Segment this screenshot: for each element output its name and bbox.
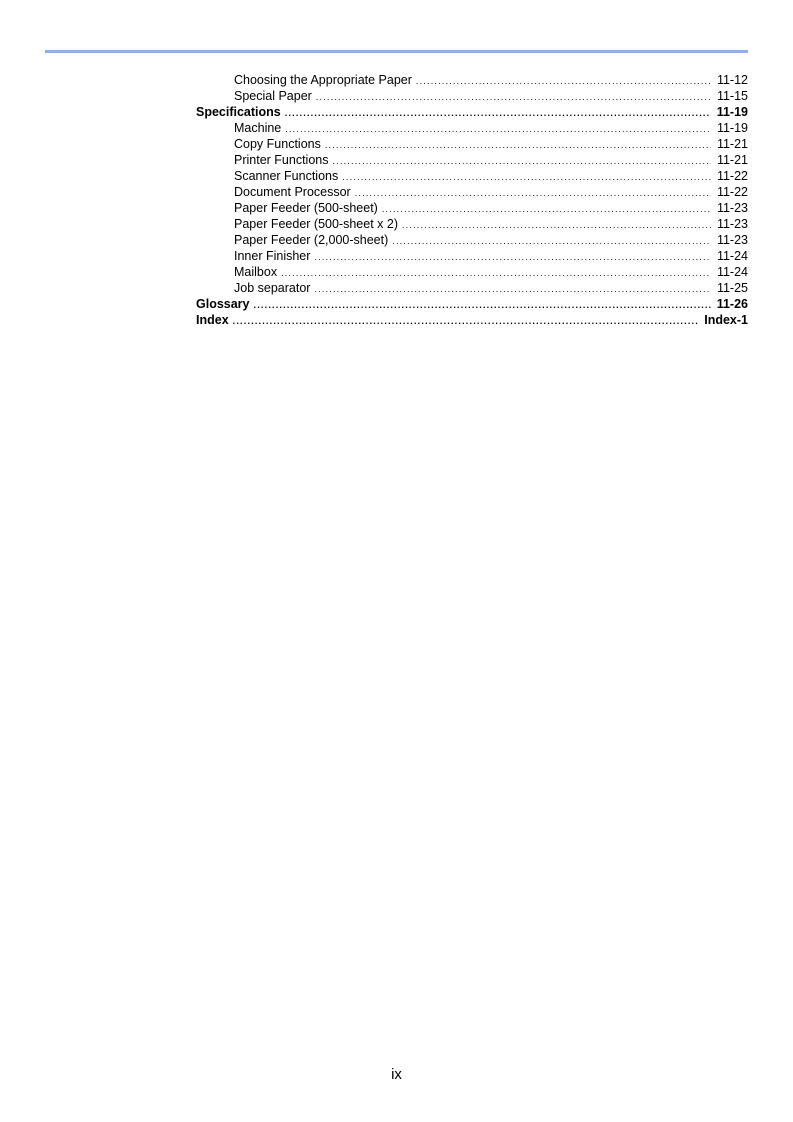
toc-leader-dots: [342, 169, 711, 185]
toc-entry-title: Special Paper: [234, 89, 312, 103]
toc-leader-dots: [392, 233, 711, 249]
toc-entry[interactable]: [196, 152, 748, 168]
toc-entry[interactable]: [196, 200, 748, 216]
toc-entry-page: 11-23: [716, 233, 748, 247]
toc-entry-page: 11-19: [716, 121, 748, 135]
toc-leader-dots: [355, 185, 711, 201]
toc-entry[interactable]: [196, 120, 748, 136]
toc-entry-title: Inner Finisher: [234, 249, 311, 263]
toc-entry-page: 11-21: [716, 153, 748, 167]
table-of-contents: [196, 72, 748, 328]
toc-entry-title: Printer Functions: [234, 153, 329, 167]
toc-entry[interactable]: [196, 168, 748, 184]
toc-entry[interactable]: [196, 216, 748, 232]
toc-entry-title: Paper Feeder (500-sheet): [234, 201, 378, 215]
toc-leader-dots: [285, 105, 711, 121]
toc-entry[interactable]: [196, 136, 748, 152]
toc-entry-page: 11-23: [716, 201, 748, 215]
toc-leader-dots: [233, 313, 699, 329]
toc-entry-page: 11-24: [716, 265, 748, 279]
toc-entry[interactable]: [196, 248, 748, 264]
toc-entry-page: 11-22: [716, 185, 748, 199]
toc-leader-dots: [254, 297, 711, 313]
toc-section-entry[interactable]: [196, 104, 748, 120]
toc-entry-page: 11-24: [716, 249, 748, 263]
toc-entry-title: Copy Functions: [234, 137, 321, 151]
toc-entry-page: 11-25: [716, 281, 748, 295]
toc-entry-title: Job separator: [234, 281, 311, 295]
page-number: ix: [391, 1066, 402, 1083]
toc-leader-dots: [402, 217, 711, 233]
toc-leader-dots: [382, 201, 711, 217]
toc-entry-page: 11-12: [716, 73, 748, 87]
toc-entry[interactable]: [196, 184, 748, 200]
toc-entry[interactable]: [196, 232, 748, 248]
toc-entry-title: Mailbox: [234, 265, 278, 279]
toc-entry[interactable]: [196, 72, 748, 88]
toc-entry-title: Choosing the Appropriate Paper: [234, 73, 412, 87]
toc-leader-dots: [325, 137, 711, 153]
toc-leader-dots: [314, 281, 711, 297]
toc-entry-page: 11-26: [716, 297, 748, 311]
toc-entry-title: Document Processor: [234, 185, 351, 199]
toc-entry[interactable]: [196, 264, 748, 280]
toc-entry-title: Machine: [234, 121, 282, 135]
toc-entry-title: Specifications: [196, 105, 281, 119]
toc-leader-dots: [281, 265, 711, 281]
toc-leader-dots: [316, 89, 711, 105]
toc-leader-dots: [285, 121, 711, 137]
toc-leader-dots: [332, 153, 710, 169]
toc-leader-dots: [416, 73, 711, 89]
toc-entry-title: Glossary: [196, 297, 250, 311]
toc-entry-title: Paper Feeder (2,000-sheet): [234, 233, 389, 247]
toc-entry-page: 11-22: [716, 169, 748, 183]
toc-entry-title: Index: [196, 313, 229, 327]
toc-section-entry[interactable]: [196, 296, 748, 312]
toc-section-entry[interactable]: [196, 312, 748, 328]
toc-leader-dots: [314, 249, 711, 265]
toc-entry-title: Scanner Functions: [234, 169, 339, 183]
toc-entry-page: Index-1: [704, 313, 748, 327]
toc-entry-title: Paper Feeder (500-sheet x 2): [234, 217, 398, 231]
toc-entry-page: 11-21: [716, 137, 748, 151]
toc-entry[interactable]: [196, 88, 748, 104]
toc-entry-page: 11-23: [716, 217, 748, 231]
header-rule: [45, 50, 748, 53]
toc-entry-page: 11-19: [716, 105, 748, 119]
toc-entry[interactable]: [196, 280, 748, 296]
toc-entry-page: 11-15: [716, 89, 748, 103]
